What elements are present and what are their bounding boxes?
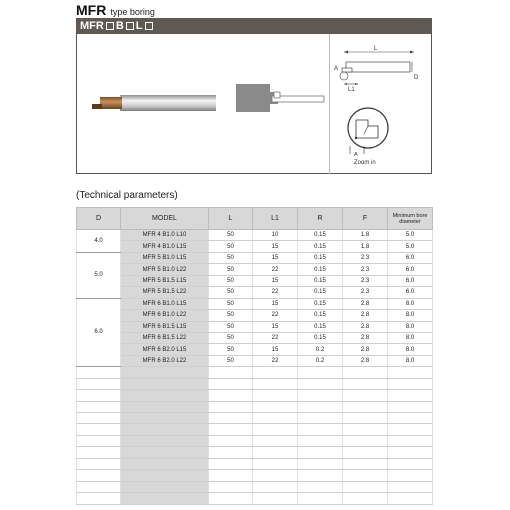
empty-cell: [253, 413, 298, 424]
cell-f: 1.8: [343, 241, 388, 252]
empty-cell: [253, 401, 298, 412]
cell-l: 50: [209, 287, 253, 298]
empty-cell: [388, 401, 433, 412]
empty-cell: [209, 447, 253, 458]
cell-r: 0.2: [298, 355, 343, 366]
empty-cell: [388, 378, 433, 389]
empty-cell: [298, 481, 343, 492]
empty-cell: [209, 401, 253, 412]
cell-min-bore: 8.0: [388, 298, 433, 309]
empty-cell: [298, 458, 343, 469]
cell-r: 0.15: [298, 241, 343, 252]
cell-f: 2.3: [343, 275, 388, 286]
empty-cell: [77, 378, 121, 389]
empty-row: [77, 493, 433, 504]
cell-l: 50: [209, 344, 253, 355]
empty-cell: [388, 470, 433, 481]
table-row: [77, 264, 433, 275]
cell-l1: 15: [253, 241, 298, 252]
cell-l: 50: [209, 355, 253, 366]
empty-cell: [209, 413, 253, 424]
cell-l: 50: [209, 332, 253, 343]
cell-min-bore: 5.0: [388, 230, 433, 241]
technical-parameters-table: [76, 207, 433, 505]
cell-l1: 15: [253, 344, 298, 355]
cell-model: MFR 6 B2.0 L15: [121, 344, 209, 355]
empty-cell: [253, 481, 298, 492]
cell-r: 0.15: [298, 287, 343, 298]
cell-f: 2.8: [343, 321, 388, 332]
cell-l1: 15: [253, 298, 298, 309]
empty-cell: [253, 447, 298, 458]
cell-l: 50: [209, 275, 253, 286]
empty-cell: [388, 390, 433, 401]
cell-r: 0.15: [298, 230, 343, 241]
tool-cutting-edge: [92, 104, 102, 109]
placeholder-box-icon: [126, 22, 134, 30]
empty-row: [77, 424, 433, 435]
cell-model: MFR 4 B1.0 L10: [121, 230, 209, 241]
table-header-row: [77, 208, 433, 230]
dimension-drawing: [330, 44, 430, 102]
cell-l: 50: [209, 310, 253, 321]
cell-min-bore: 6.0: [388, 287, 433, 298]
empty-cell: [209, 481, 253, 492]
cell-f: 2.8: [343, 332, 388, 343]
cell-min-bore: 8.0: [388, 332, 433, 343]
empty-cell: [121, 470, 209, 481]
cell-r: 0.15: [298, 310, 343, 321]
empty-cell: [121, 413, 209, 424]
empty-cell: [388, 447, 433, 458]
empty-row: [77, 458, 433, 469]
cell-f: 1.8: [343, 230, 388, 241]
empty-cell: [121, 493, 209, 504]
page-heading: [76, 2, 155, 18]
cell-l: 50: [209, 252, 253, 263]
empty-cell: [343, 390, 388, 401]
cell-model: MFR 5 B1.5 L22: [121, 287, 209, 298]
empty-cell: [343, 470, 388, 481]
empty-cell: [253, 435, 298, 446]
cell-min-bore: 6.0: [388, 275, 433, 286]
cell-model: MFR 6 B1.5 L22: [121, 332, 209, 343]
empty-cell: [343, 493, 388, 504]
empty-cell: [343, 435, 388, 446]
empty-cell: [388, 424, 433, 435]
table-body: [77, 230, 433, 505]
table-row: [77, 230, 433, 241]
dim-l1-label: L1: [348, 87, 355, 93]
col-header-f: F: [343, 208, 388, 230]
cell-f: 2.3: [343, 287, 388, 298]
section-title: (Technical parameters): [76, 190, 178, 201]
cell-model: MFR 6 B1.0 L15: [121, 298, 209, 309]
empty-cell: [253, 424, 298, 435]
empty-cell: [298, 493, 343, 504]
dim-a-label: A: [334, 66, 339, 72]
table-row: [77, 287, 433, 298]
empty-cell: [343, 401, 388, 412]
empty-cell: [209, 458, 253, 469]
empty-cell: [121, 378, 209, 389]
cell-l1: 10: [253, 230, 298, 241]
col-header-d: D: [77, 208, 121, 230]
cell-f: 2.8: [343, 310, 388, 321]
empty-cell: [298, 413, 343, 424]
banner-l: L: [135, 20, 143, 32]
placeholder-box-icon: [145, 22, 153, 30]
cell-min-bore: 8.0: [388, 344, 433, 355]
empty-cell: [209, 470, 253, 481]
cell-l1: 22: [253, 264, 298, 275]
cell-l: 50: [209, 321, 253, 332]
table-row: [77, 355, 433, 366]
tool-edge-outline: [274, 92, 280, 98]
cell-l: 50: [209, 298, 253, 309]
empty-row: [77, 401, 433, 412]
cell-d: 5.0: [77, 252, 121, 298]
empty-cell: [121, 435, 209, 446]
dim-d-label: D: [414, 75, 419, 81]
empty-cell: [298, 378, 343, 389]
cell-r: 0.15: [298, 321, 343, 332]
cell-r: 0.15: [298, 252, 343, 263]
dim-l-label: L: [374, 46, 378, 52]
cell-l1: 15: [253, 321, 298, 332]
cell-f: 2.8: [343, 355, 388, 366]
empty-cell: [121, 458, 209, 469]
empty-cell: [343, 447, 388, 458]
table-row: [77, 252, 433, 263]
cell-l: 50: [209, 264, 253, 275]
product-title: MFR: [76, 2, 107, 18]
cell-min-bore: 5.0: [388, 241, 433, 252]
empty-cell: [253, 367, 298, 378]
cell-model: MFR 6 B2.0 L22: [121, 355, 209, 366]
empty-cell: [343, 481, 388, 492]
empty-cell: [121, 447, 209, 458]
cell-l1: 22: [253, 355, 298, 366]
empty-cell: [121, 481, 209, 492]
empty-cell: [343, 458, 388, 469]
cell-f: 2.3: [343, 264, 388, 275]
empty-cell: [121, 401, 209, 412]
empty-cell: [343, 424, 388, 435]
cell-f: 2.8: [343, 344, 388, 355]
tool-coated-tip: [100, 97, 122, 109]
empty-cell: [298, 401, 343, 412]
cell-model: MFR 6 B1.0 L22: [121, 310, 209, 321]
empty-cell: [77, 390, 121, 401]
cell-f: 2.8: [343, 298, 388, 309]
col-header-r: R: [298, 208, 343, 230]
empty-cell: [343, 367, 388, 378]
table-row: [77, 275, 433, 286]
empty-cell: [298, 390, 343, 401]
empty-row: [77, 435, 433, 446]
empty-row: [77, 413, 433, 424]
detail-circle: [340, 72, 348, 80]
empty-cell: [388, 481, 433, 492]
empty-row: [77, 447, 433, 458]
cell-l: 50: [209, 230, 253, 241]
empty-cell: [343, 378, 388, 389]
cell-l1: 22: [253, 310, 298, 321]
empty-cell: [121, 367, 209, 378]
empty-cell: [253, 390, 298, 401]
cell-model: MFR 6 B1.5 L15: [121, 321, 209, 332]
empty-cell: [121, 424, 209, 435]
empty-cell: [77, 447, 121, 458]
tool-shank: [120, 95, 216, 111]
empty-cell: [77, 493, 121, 504]
empty-cell: [298, 435, 343, 446]
empty-cell: [77, 470, 121, 481]
placeholder-box-icon: [106, 22, 114, 30]
empty-cell: [209, 378, 253, 389]
cell-r: 0.15: [298, 332, 343, 343]
empty-row: [77, 390, 433, 401]
empty-cell: [253, 458, 298, 469]
empty-cell: [388, 493, 433, 504]
product-subtitle: type boring: [110, 7, 155, 17]
banner-prefix: MFR: [80, 20, 104, 32]
cell-l1: 22: [253, 332, 298, 343]
table-row: [77, 241, 433, 252]
col-header-min-bore: Minimum bore diameter: [388, 208, 433, 230]
cell-min-bore: 8.0: [388, 310, 433, 321]
cell-l1: 22: [253, 287, 298, 298]
boring-schematic: [234, 78, 330, 118]
cell-l: 50: [209, 241, 253, 252]
empty-cell: [77, 458, 121, 469]
cell-model: MFR 4 B1.0 L15: [121, 241, 209, 252]
col-header-l: L: [209, 208, 253, 230]
empty-row: [77, 481, 433, 492]
table-row: [77, 321, 433, 332]
cell-l1: 15: [253, 275, 298, 286]
table-row: [77, 298, 433, 309]
empty-cell: [388, 367, 433, 378]
empty-cell: [343, 413, 388, 424]
empty-cell: [388, 413, 433, 424]
empty-cell: [388, 435, 433, 446]
empty-cell: [298, 470, 343, 481]
cell-r: 0.2: [298, 344, 343, 355]
cell-model: MFR 5 B1.5 L15: [121, 275, 209, 286]
cell-r: 0.15: [298, 275, 343, 286]
empty-cell: [388, 458, 433, 469]
empty-cell: [77, 424, 121, 435]
empty-cell: [209, 390, 253, 401]
empty-row: [77, 378, 433, 389]
cell-model: MFR 5 B1.0 L22: [121, 264, 209, 275]
empty-cell: [77, 481, 121, 492]
empty-cell: [209, 424, 253, 435]
tool-outline: [346, 62, 410, 72]
empty-cell: [298, 367, 343, 378]
empty-cell: [253, 470, 298, 481]
cell-min-bore: 6.0: [388, 252, 433, 263]
empty-cell: [298, 424, 343, 435]
zoom-detail: [338, 104, 418, 168]
zoom-a-label: A: [354, 152, 358, 158]
empty-row: [77, 367, 433, 378]
empty-cell: [298, 447, 343, 458]
cell-min-bore: 8.0: [388, 355, 433, 366]
tool-photo: [90, 88, 220, 118]
col-header-model: MODEL: [121, 208, 209, 230]
empty-cell: [77, 401, 121, 412]
cell-f: 2.3: [343, 252, 388, 263]
cell-d: 4.0: [77, 230, 121, 253]
empty-cell: [77, 435, 121, 446]
cell-min-bore: 6.0: [388, 264, 433, 275]
empty-cell: [121, 390, 209, 401]
table-row: [77, 310, 433, 321]
banner-b: B: [115, 20, 124, 32]
cell-d: 6.0: [77, 298, 121, 367]
cell-model: MFR 5 B1.0 L15: [121, 252, 209, 263]
empty-cell: [77, 367, 121, 378]
empty-row: [77, 470, 433, 481]
table-row: [77, 344, 433, 355]
empty-cell: [253, 493, 298, 504]
col-header-l1: L1: [253, 208, 298, 230]
empty-cell: [209, 493, 253, 504]
empty-cell: [253, 378, 298, 389]
empty-cell: [77, 413, 121, 424]
zoom-in-label: Zoom in: [354, 160, 376, 166]
cell-r: 0.15: [298, 264, 343, 275]
cell-min-bore: 8.0: [388, 321, 433, 332]
table-row: [77, 332, 433, 343]
cell-r: 0.15: [298, 298, 343, 309]
cell-l1: 15: [253, 252, 298, 263]
empty-cell: [209, 435, 253, 446]
empty-cell: [209, 367, 253, 378]
model-code-banner: [76, 18, 432, 34]
